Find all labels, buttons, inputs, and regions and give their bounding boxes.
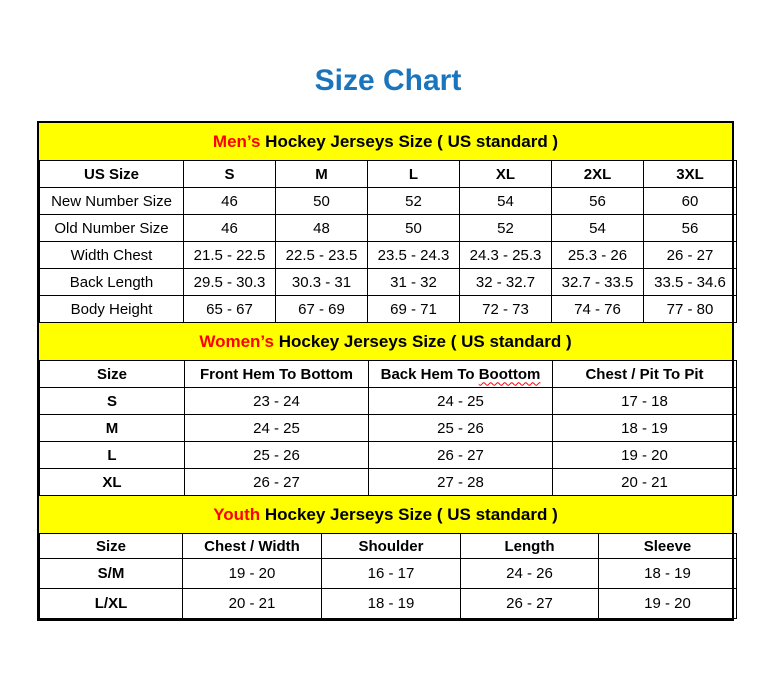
page-title: Size Chart — [314, 64, 462, 97]
column-header: Length — [461, 534, 599, 559]
column-header: S — [184, 161, 276, 188]
column-header: Size — [40, 361, 185, 388]
size-value-cell: 77 - 80 — [644, 296, 737, 323]
size-value-cell: 56 — [644, 215, 737, 242]
row-label: Body Height — [40, 296, 184, 323]
size-value-cell: 25 - 26 — [185, 442, 369, 469]
column-header: Chest / Width — [183, 534, 322, 559]
womens-section-title: Hockey Jerseys Size ( US standard ) — [273, 332, 572, 351]
size-value-cell: 24 - 25 — [369, 388, 553, 415]
column-header — [369, 361, 553, 388]
size-value-cell: 26 - 27 — [461, 589, 599, 619]
size-value-cell: 17 - 18 — [553, 388, 737, 415]
row-label: XL — [40, 469, 185, 496]
back-hem-misspelled-word: Boottom — [478, 365, 541, 383]
size-value-cell: 18 - 19 — [599, 559, 737, 589]
size-value-cell: 19 - 20 — [183, 559, 322, 589]
row-label: S/M — [40, 559, 183, 589]
size-value-cell: 74 - 76 — [552, 296, 644, 323]
size-value-cell: 46 — [184, 215, 276, 242]
size-value-cell: 18 - 19 — [553, 415, 737, 442]
size-value-cell: 25.3 - 26 — [552, 242, 644, 269]
womens-size-table — [39, 360, 737, 496]
column-header: L — [368, 161, 460, 188]
table-row — [40, 469, 737, 496]
size-value-cell: 60 — [644, 188, 737, 215]
size-value-cell: 22.5 - 23.5 — [276, 242, 368, 269]
size-value-cell: 21.5 - 22.5 — [184, 242, 276, 269]
size-value-cell: 72 - 73 — [460, 296, 552, 323]
mens-header-row — [40, 161, 737, 188]
size-value-cell: 26 - 27 — [644, 242, 737, 269]
column-header: 3XL — [644, 161, 737, 188]
table-row — [40, 442, 737, 469]
column-header: 2XL — [552, 161, 644, 188]
size-value-cell: 50 — [276, 188, 368, 215]
youth-section-title: Hockey Jerseys Size ( US standard ) — [260, 505, 558, 524]
row-label: Back Length — [40, 269, 184, 296]
table-row — [40, 388, 737, 415]
row-label: Old Number Size — [40, 215, 184, 242]
size-value-cell: 23 - 24 — [185, 388, 369, 415]
size-value-cell: 19 - 20 — [599, 589, 737, 619]
column-header: Size — [40, 534, 183, 559]
size-value-cell: 26 - 27 — [369, 442, 553, 469]
size-chart — [37, 121, 734, 621]
size-value-cell: 48 — [276, 215, 368, 242]
row-label: L — [40, 442, 185, 469]
size-value-cell: 54 — [460, 188, 552, 215]
size-value-cell: 46 — [184, 188, 276, 215]
size-value-cell: 69 - 71 — [368, 296, 460, 323]
mens-section-header — [39, 123, 732, 160]
row-label: Width Chest — [40, 242, 184, 269]
womens-section-header — [39, 323, 732, 360]
column-header: Front Hem To Bottom — [185, 361, 369, 388]
column-header: M — [276, 161, 368, 188]
table-row — [40, 269, 737, 296]
back-hem-prefix: Back Hem To — [380, 365, 479, 383]
mens-section-highlight: Men’s — [212, 132, 261, 151]
column-header: Chest / Pit To Pit — [553, 361, 737, 388]
table-row — [40, 559, 737, 589]
table-row — [40, 215, 737, 242]
size-value-cell: 32 - 32.7 — [460, 269, 552, 296]
size-value-cell: 56 — [552, 188, 644, 215]
size-value-cell: 26 - 27 — [185, 469, 369, 496]
size-value-cell: 65 - 67 — [184, 296, 276, 323]
row-label: M — [40, 415, 185, 442]
youth-header-row — [40, 534, 737, 559]
size-value-cell: 52 — [368, 188, 460, 215]
youth-size-table — [39, 533, 737, 619]
size-value-cell: 24 - 26 — [461, 559, 599, 589]
womens-section-highlight: Women’s — [199, 332, 274, 351]
table-row — [40, 296, 737, 323]
column-header: Sleeve — [599, 534, 737, 559]
size-value-cell: 23.5 - 24.3 — [368, 242, 460, 269]
mens-section-title: Hockey Jerseys Size ( US standard ) — [260, 132, 559, 151]
size-value-cell: 24.3 - 25.3 — [460, 242, 552, 269]
size-value-cell: 32.7 - 33.5 — [552, 269, 644, 296]
size-value-cell: 20 - 21 — [553, 469, 737, 496]
size-value-cell: 33.5 - 34.6 — [644, 269, 737, 296]
size-value-cell: 27 - 28 — [369, 469, 553, 496]
size-value-cell: 18 - 19 — [322, 589, 461, 619]
size-value-cell: 50 — [368, 215, 460, 242]
size-value-cell: 30.3 - 31 — [276, 269, 368, 296]
table-row — [40, 589, 737, 619]
column-header: Shoulder — [322, 534, 461, 559]
size-value-cell: 20 - 21 — [183, 589, 322, 619]
table-row — [40, 242, 737, 269]
table-row — [40, 415, 737, 442]
size-value-cell: 54 — [552, 215, 644, 242]
size-value-cell: 31 - 32 — [368, 269, 460, 296]
row-label: L/XL — [40, 589, 183, 619]
size-value-cell: 25 - 26 — [369, 415, 553, 442]
column-header: US Size — [40, 161, 184, 188]
mens-size-table — [39, 160, 737, 323]
size-value-cell: 29.5 - 30.3 — [184, 269, 276, 296]
size-value-cell: 52 — [460, 215, 552, 242]
youth-section-header — [39, 496, 732, 533]
womens-header-row — [40, 361, 737, 388]
youth-section-highlight: Youth — [213, 505, 261, 524]
row-label: New Number Size — [40, 188, 184, 215]
size-value-cell: 67 - 69 — [276, 296, 368, 323]
size-value-cell: 19 - 20 — [553, 442, 737, 469]
row-label: S — [40, 388, 185, 415]
size-value-cell: 24 - 25 — [185, 415, 369, 442]
column-header: XL — [460, 161, 552, 188]
table-row — [40, 188, 737, 215]
size-value-cell: 16 - 17 — [322, 559, 461, 589]
